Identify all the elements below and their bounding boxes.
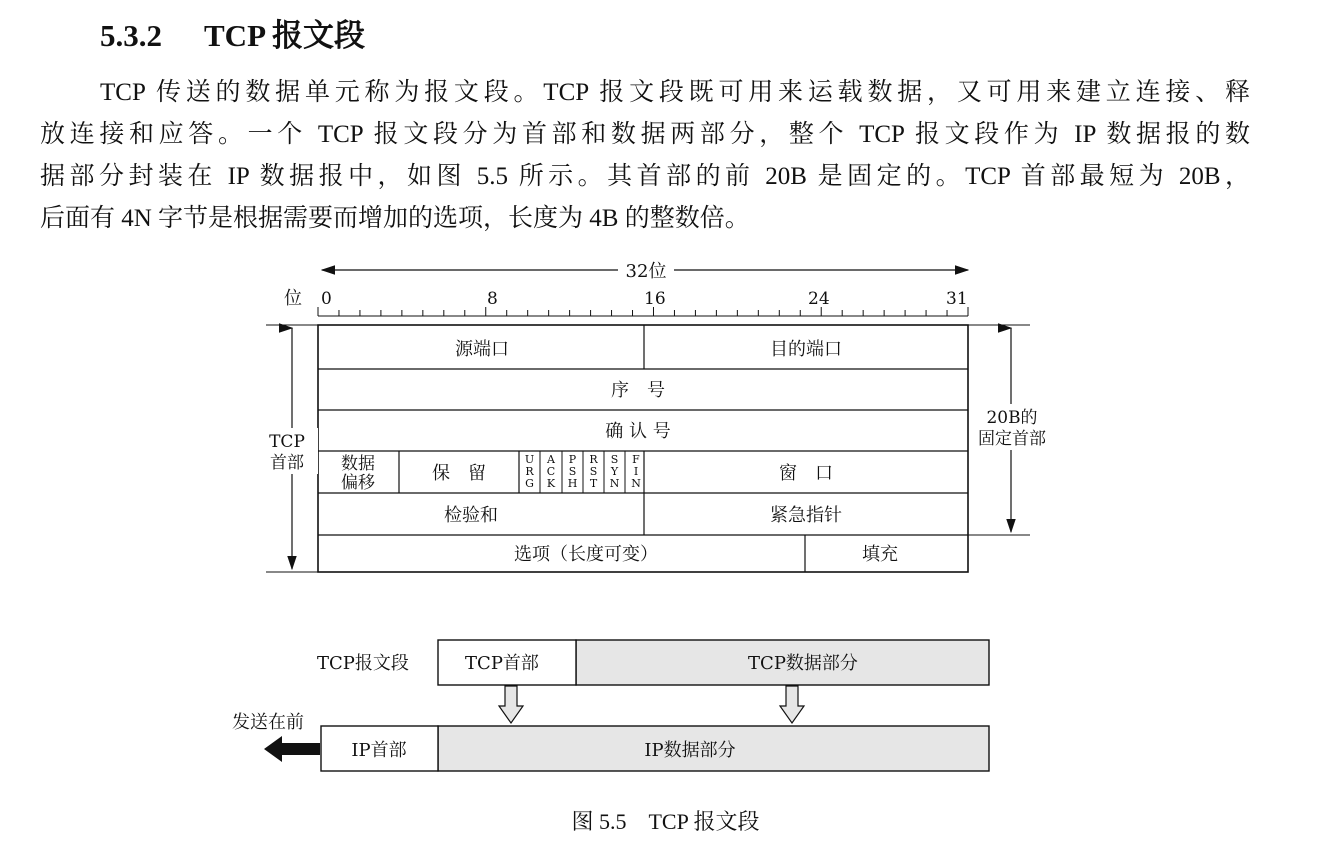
tcp-header-fields	[341, 339, 898, 565]
bit-tick-31: 31	[946, 289, 968, 309]
ip-header-box: IP首部	[351, 740, 407, 761]
flag-letter: P	[568, 453, 577, 466]
reserved-field: 保 留	[432, 463, 486, 484]
section-title: TCP 报文段	[204, 18, 366, 53]
window-field: 窗 口	[779, 463, 833, 484]
flag-letter: I	[633, 465, 639, 478]
dst-port-field: 目的端口	[770, 339, 842, 360]
paragraph-line-4: 后面有 4N 字节是根据需要而增加的选项，长度为 4B 的整数倍。	[40, 205, 750, 232]
encapsulation-diagram	[232, 640, 989, 771]
flag-letter: Y	[610, 465, 619, 478]
fixed-header-label-line-2: 固定首部	[978, 429, 1046, 449]
fixed-header-bracket	[972, 328, 1056, 532]
flag-letter: C	[546, 465, 556, 478]
urgent-pointer-field: 紧急指针	[770, 505, 842, 526]
bit-tick-0: 0	[321, 289, 332, 309]
ack-number-field: 确 认 号	[605, 421, 671, 442]
flag-letter: S	[610, 453, 619, 466]
src-port-field: 源端口	[455, 339, 509, 360]
figure-caption: 图 5.5 TCP 报文段	[571, 809, 760, 834]
send-direction-arrow	[264, 736, 320, 762]
paragraph-line-2: 放连接和应答。一个 TCP 报文段分为首部和数据两部分，整个 TCP 报文段作为 IP 数据报的数	[40, 121, 1250, 148]
flag-letter: R	[525, 465, 534, 478]
bit-label: 位	[284, 288, 302, 309]
tcp-header-box: TCP首部	[465, 653, 539, 674]
flag-letter: N	[609, 477, 620, 490]
bit-ruler	[284, 288, 968, 316]
down-arrow-data	[780, 686, 804, 723]
down-arrow-header	[499, 686, 523, 723]
flag-letter: R	[589, 453, 598, 466]
flag-letter: F	[632, 453, 640, 466]
checksum-field: 检验和	[444, 505, 498, 526]
flag-letter: S	[589, 465, 598, 478]
options-field: 选项（长度可变）	[514, 544, 658, 565]
flag-letter: G	[525, 477, 534, 490]
data-offset-field-line-1: 数据	[341, 454, 375, 474]
paragraph-line-3: 据部分封装在 IP 数据报中，如图 5.5 所示。其首部的前 20B 是固定的。TCP 首部最短为 20B，	[40, 163, 1250, 190]
tcp-header-label-line-2: 首部	[270, 453, 304, 473]
flag-letter: S	[568, 465, 577, 478]
width-label: 32位	[625, 261, 667, 282]
flag-letter: U	[524, 453, 535, 466]
tcp-data-box: TCP数据部分	[748, 653, 858, 674]
paragraph-line-1: TCP 传送的数据单元称为报文段。TCP 报文段既可用来运载数据，又可用来建立连接、释	[100, 79, 1250, 106]
section-number: 5.3.2	[100, 18, 162, 53]
fixed-header-label-line-1: 20B的	[986, 408, 1038, 428]
flag-letter: H	[567, 477, 578, 490]
flag-letter: N	[631, 477, 641, 490]
tcp-header-label-line-1: TCP	[269, 432, 305, 452]
bit-tick-16: 16	[644, 289, 666, 309]
data-offset-field-line-2: 偏移	[341, 473, 375, 493]
send-first-label: 发送在前	[232, 712, 304, 733]
tcp-header-table	[266, 325, 1030, 572]
flag-letter: A	[547, 453, 555, 466]
sequence-number-field: 序 号	[611, 380, 665, 401]
ip-data-box: IP数据部分	[644, 740, 736, 761]
tcp-segment-label: TCP报文段	[317, 653, 409, 674]
bit-width-indicator	[322, 261, 968, 282]
bit-tick-24: 24	[808, 289, 830, 309]
bit-tick-8: 8	[487, 289, 498, 309]
flag-letter: K	[546, 477, 556, 490]
flag-letter: T	[589, 477, 598, 490]
tcp-header-bracket	[264, 328, 318, 569]
padding-field: 填充	[862, 544, 898, 565]
